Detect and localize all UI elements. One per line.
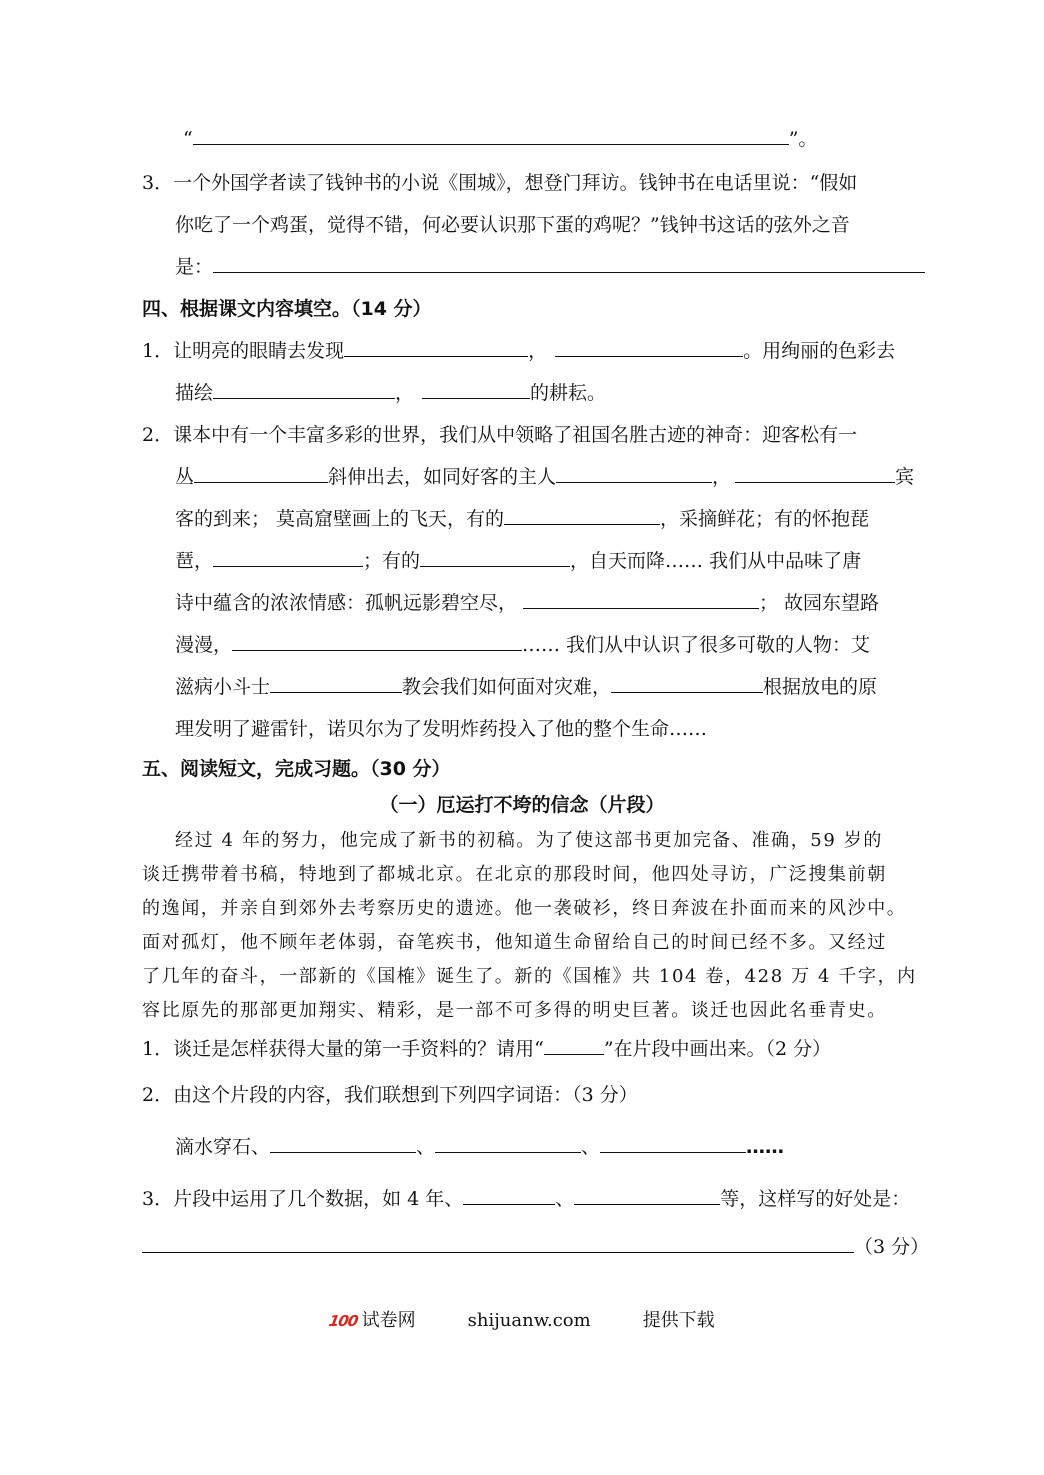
answer-blank[interactable] <box>574 1186 720 1205</box>
question-line: 描绘 ， 的耕耘。 <box>175 382 607 404</box>
answer-blank[interactable] <box>555 338 743 357</box>
passage-line: 面对孤灯，他不顾年老体弱，奋笔疾书，他知道生命留给自己的时间已经不多。又经过 <box>142 932 887 953</box>
answer-blank[interactable] <box>270 674 402 693</box>
question-line: 1．让明亮的眼睛去发现 ， 。用绚丽的色彩去 <box>142 340 896 362</box>
question-text: 3．一个外国学者读了钱钟书的小说《围城》，想登门拜访。钱钟书在电话里说：“假如 <box>142 172 858 194</box>
answer-blank[interactable] <box>611 674 763 693</box>
answer-line-prev: “ ”。 <box>183 128 818 150</box>
section-heading: 四、根据课文内容填空。（14 分） <box>142 298 432 320</box>
question-line: 诗中蕴含的浓浓情感：孤帆远影碧空尽， ； 故园东望路 <box>175 592 880 614</box>
answer-blank[interactable] <box>213 548 363 567</box>
question-line: 3．片段中运用了几个数据，如 4 年、 、 等，这样写的好处是： <box>142 1188 911 1210</box>
answer-blank[interactable] <box>523 590 759 609</box>
answer-blank[interactable] <box>232 632 522 651</box>
section-heading: 五、阅读短文，完成习题。（30 分） <box>142 758 451 780</box>
site-domain[interactable]: shijuanw.com <box>467 1310 591 1331</box>
question-line: 琶， ；有的 ，自天而降…… 我们从中品味了唐 <box>175 550 862 572</box>
question-text: 2．由这个片段的内容，我们联想到下列四字词语：（3 分） <box>142 1084 638 1106</box>
answer-blank[interactable] <box>193 126 789 145</box>
footer <box>0 1306 1044 1332</box>
passage-line: 的逸闻，并亲自到郊外去考察历史的遗迹。他一袭破衫，终日奔波在扑面而来的风沙中。 <box>142 898 907 919</box>
answer-blank[interactable] <box>735 464 895 483</box>
question-line: 滋病小斗士 教会我们如何面对灾难， 根据放电的原 <box>175 676 878 698</box>
question-text: 理发明了避雷针，诺贝尔为了发明炸药投入了他的整个生命…… <box>175 718 708 740</box>
answer-blank[interactable] <box>420 548 570 567</box>
passage-line: 了几年的奋斗，一部新的《国榷》诞生了。新的《国榷》共 104 卷，428 万 4 千字，内 <box>142 966 917 987</box>
question-text: 2．课本中有一个丰富多彩的世界，我们从中领略了祖国名胜古迹的神奇：迎客松有一 <box>142 424 858 446</box>
answer-blank[interactable] <box>544 1036 604 1055</box>
answer-blank[interactable] <box>194 464 328 483</box>
answer-blank[interactable] <box>422 380 530 399</box>
answer-blank[interactable] <box>600 1134 746 1153</box>
passage-line: 经过 4 年的努力，他完成了新书的初稿。为了使这部书更加完备、准确，59 岁的 <box>175 830 883 851</box>
passage-title: （一）厄运打不垮的信念（片段） <box>379 794 665 816</box>
answer-blank[interactable] <box>270 1134 416 1153</box>
answer-blank[interactable] <box>435 1134 581 1153</box>
question-line: 丛 斜伸出去，如同好客的主人 ， 宾 <box>175 466 915 488</box>
passage-line: 容比原先的那部更加翔实、精彩，是一部不可多得的明史巨著。谈迁也因此名垂青史。 <box>142 1000 887 1021</box>
site-logo: 100 <box>327 1312 360 1330</box>
answer-blank[interactable] <box>344 338 528 357</box>
question-line: 是： <box>175 252 925 282</box>
question-line: 漫漫， …… 我们从中认识了很多可敬的人物：艾 <box>175 634 871 656</box>
passage-line: 谈迁携带着书稿，特地到了都城北京。在北京的那段时间，他四处寻访，广泛搜集前朝 <box>142 864 887 885</box>
answer-blank[interactable] <box>142 1234 854 1253</box>
answer-blank[interactable] <box>504 506 660 525</box>
question-line: （3 分） <box>142 1232 929 1262</box>
question-text: 你吃了一个鸡蛋，觉得不错，何必要认识那下蛋的鸡呢？”钱钟书这话的弦外之音 <box>175 214 850 236</box>
footer-note: 提供下载 <box>642 1310 715 1331</box>
question-line: 客的到来； 莫高窟壁画上的飞天，有的 ，采摘鲜花；有的怀抱琵 <box>175 508 870 530</box>
question-line: 1．谈迁是怎样获得大量的第一手资料的？请用“ ”在片段中画出来。（2 分） <box>142 1038 832 1060</box>
answer-blank[interactable] <box>213 254 925 273</box>
site-name: 试卷网 <box>361 1310 416 1331</box>
question-line: 滴水穿石、 、 、 …… <box>175 1136 785 1158</box>
answer-blank[interactable] <box>556 464 712 483</box>
answer-blank[interactable] <box>463 1186 555 1205</box>
answer-blank[interactable] <box>213 380 395 399</box>
